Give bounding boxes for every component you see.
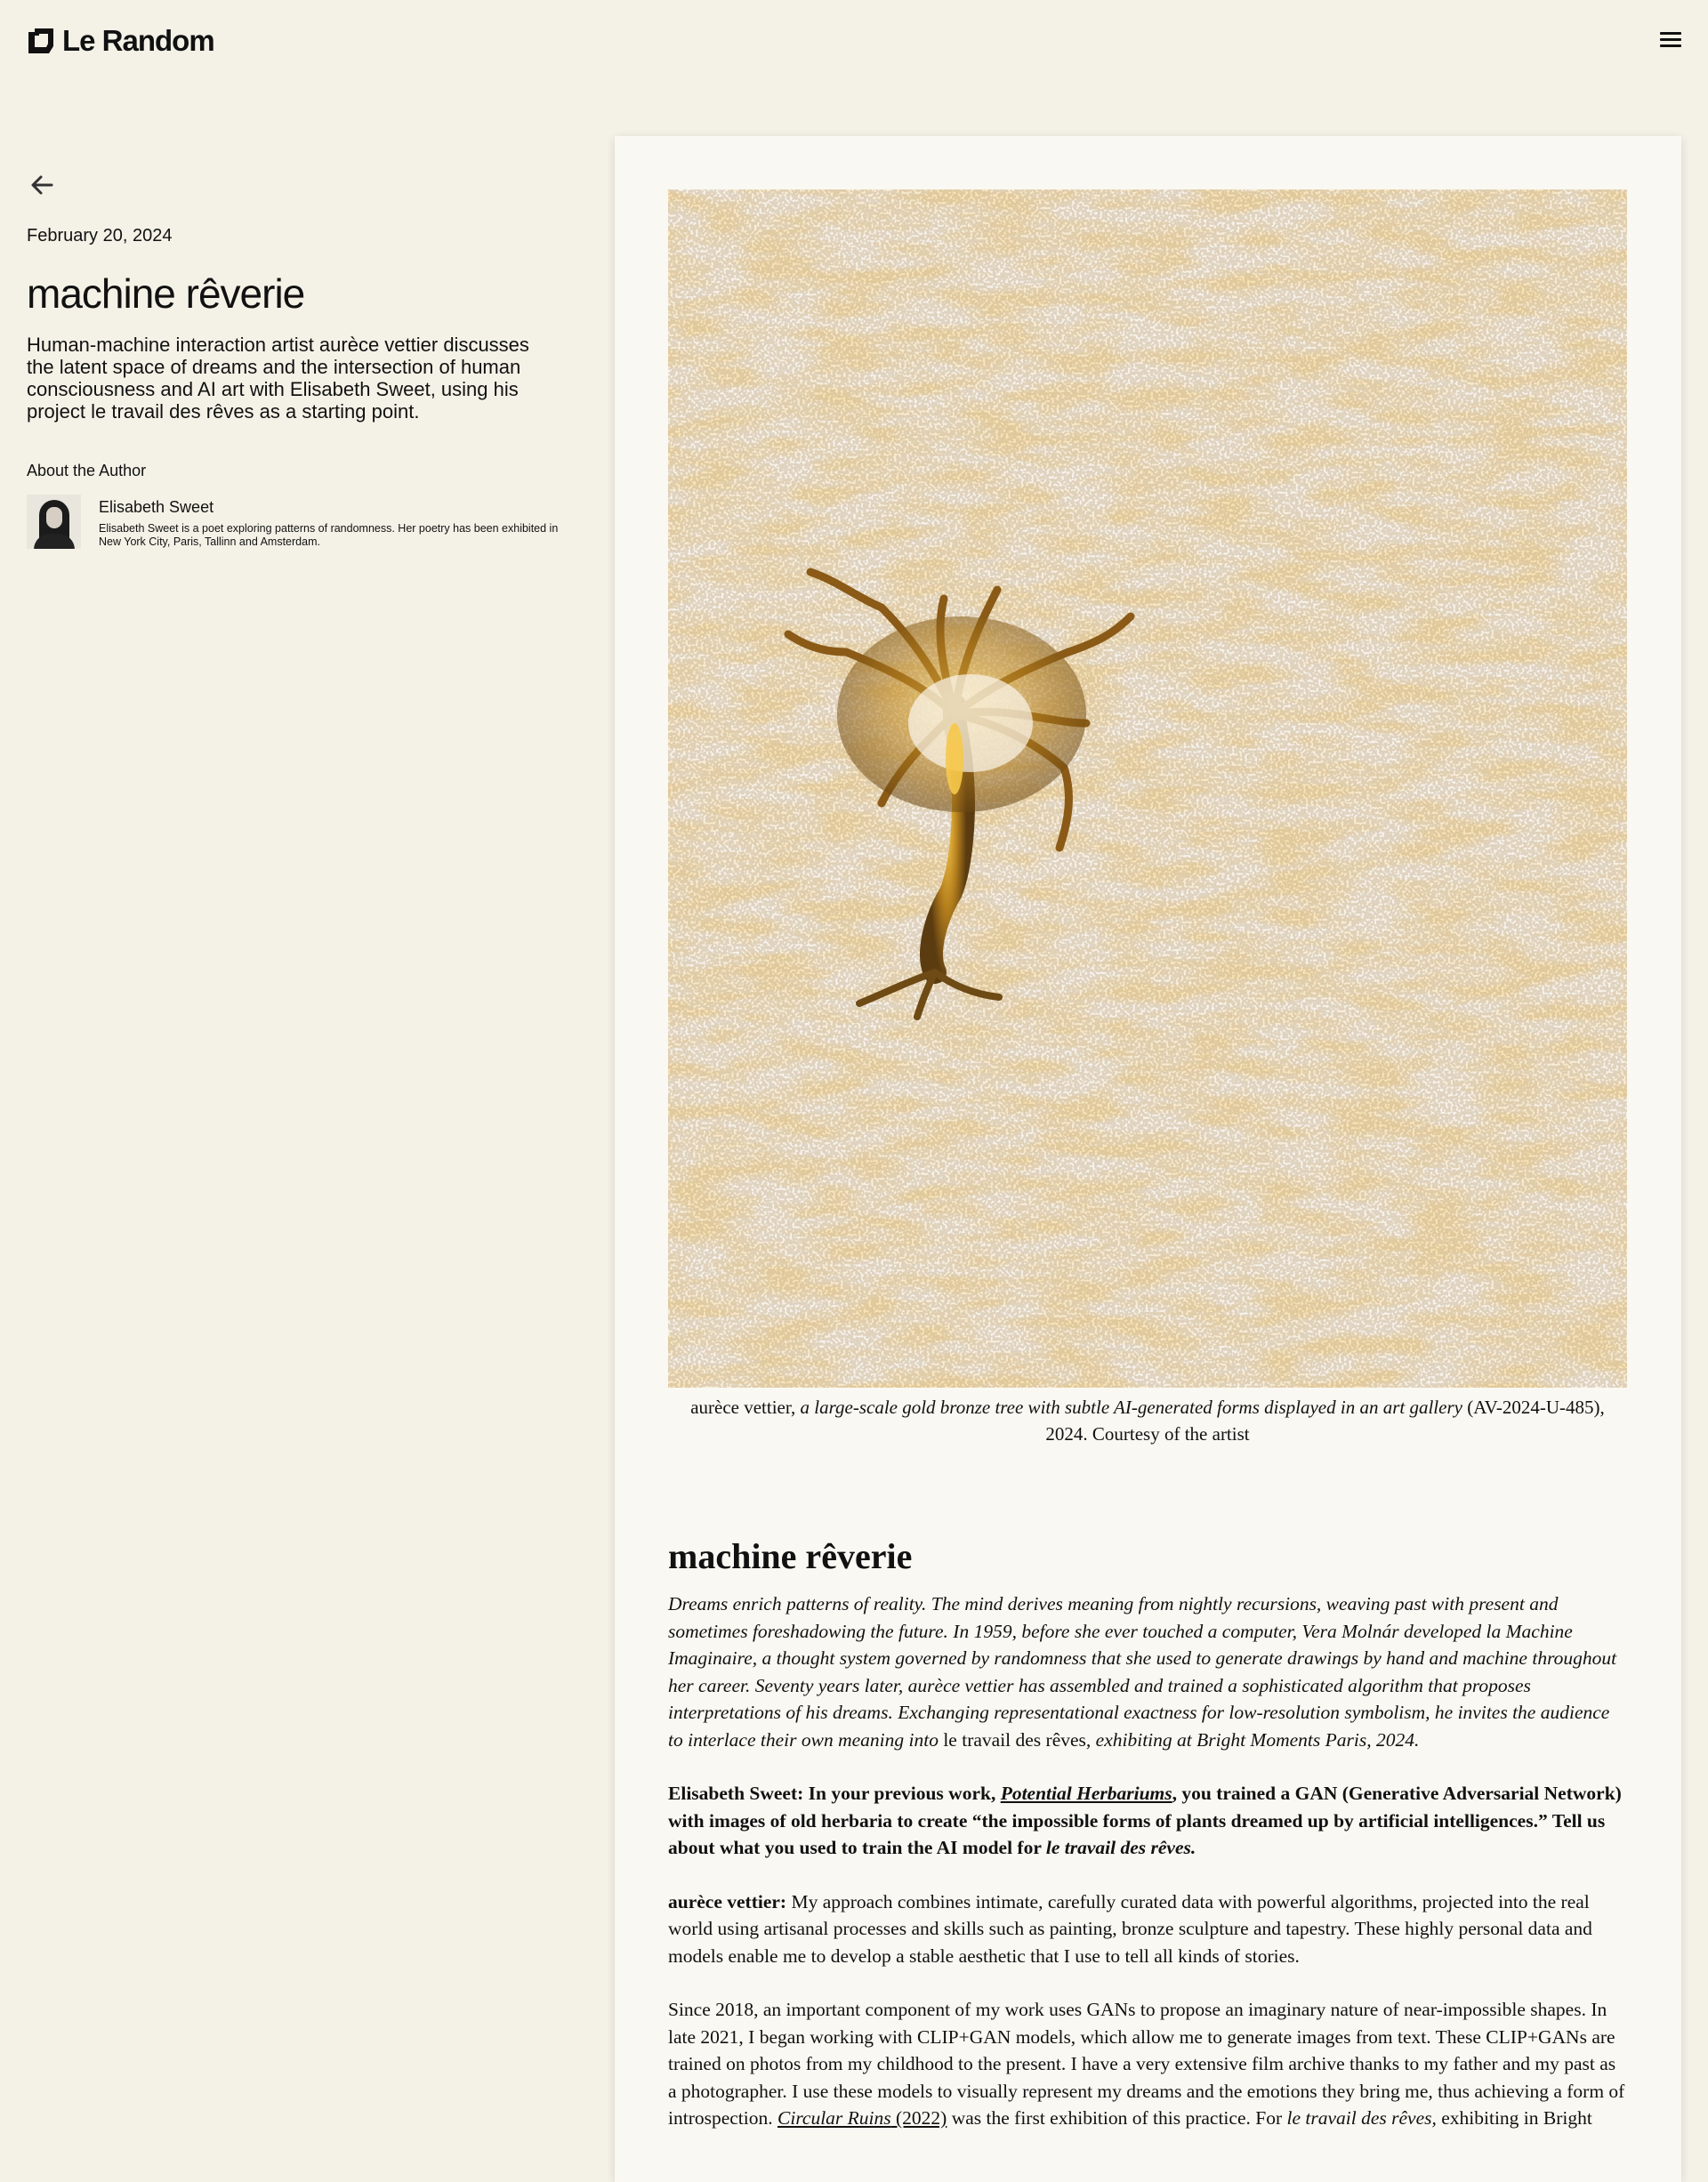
answer2-project-title: le travail des rêves, <box>1286 2107 1437 2129</box>
caption-artist: aurèce vettier, <box>690 1397 801 1418</box>
artwork-illustration <box>668 189 1627 1388</box>
site-logo-link[interactable] <box>27 24 214 57</box>
author-name: Elisabeth Sweet <box>99 498 214 516</box>
site-header <box>0 0 1708 85</box>
article-heading: machine rêverie <box>668 1536 913 1576</box>
interview-answer <box>668 1888 1627 1970</box>
menu-line <box>1660 38 1681 41</box>
menu-line <box>1660 32 1681 35</box>
author-card <box>27 495 560 549</box>
answer2-year: (2022) <box>890 2107 947 2129</box>
intro-text: Dreams enrich patterns of reality. The mind derives meaning from nightly recursions, weaving past with present and sometimes foreshadowing the future. In 1959, before she ever touched a computer, Vera Molnár developed la Machine Imaginaire, a thought system governed by randomness that she used to generate drawings by hand and machine throughout her career. Seventy years later, aurèce vettier has assembled and trained a sophisticated algorithm that proposes interpretations of his dreams. Exchanging representational exactness for low-resolution symbolism, he invites the audience to interlace their own meaning into <box>668 1593 1617 1751</box>
about-author-heading: About the Author <box>27 462 147 479</box>
interview-question <box>668 1780 1627 1862</box>
publish-date: February 20, 2024 <box>27 226 173 246</box>
intro-project-title: le travail des rêves <box>943 1728 1086 1751</box>
potential-herbariums-link[interactable]: Potential Herbariums <box>1000 1783 1172 1804</box>
caption-details: (AV-2024-U-485), 2024. Courtesy of the artist <box>1045 1397 1605 1445</box>
interview-answer-continued <box>668 1996 1627 2132</box>
answer2-after: was the first exhibition of this practice. For <box>947 2107 1287 2129</box>
answer2-text: Since 2018, an important component of my work uses GANs to propose an imaginary nature of near-impossible shapes. In late 2021, I began working with CLIP+GAN models, which allow me to generate images from text. These CLIP+GANs are trained on photos from my childhood to the present. I have a very extensive film archive thanks to my father and my past as a photographer. I use these models to visually represent my dreams and the emotions they bring me, thus achieving a form of introspection. <box>668 1999 1625 2129</box>
answer-speaker: aurèce vettier: <box>668 1890 787 1912</box>
article-card <box>615 136 1681 2182</box>
le-random-logo-icon <box>27 27 55 55</box>
hamburger-menu-icon[interactable] <box>1660 32 1681 50</box>
image-caption <box>668 1394 1627 1447</box>
intro-tail: , exhibiting at Bright Moments Paris, 2024. <box>1085 1728 1420 1751</box>
answer2-tail: exhibiting in Bright <box>1436 2107 1592 2129</box>
brand-name: Le Random <box>62 24 214 57</box>
arrow-left-icon[interactable] <box>27 169 59 201</box>
article-intro <box>668 1590 1627 1753</box>
article-body <box>668 1537 1627 2132</box>
question-project-title: le travail des rêves. <box>1045 1837 1196 1858</box>
article-sidebar <box>27 169 560 549</box>
question-middle: , you trained a GAN (Generative Adversarial Network) with images of old herbaria to create “the impossible forms of plants dreamed up by artificial intelligences.” Tell us about what you used to train the AI model for <box>668 1783 1622 1858</box>
artwork-image <box>668 189 1627 1388</box>
avatar <box>27 495 81 549</box>
circular-ruins-link[interactable]: Circular Ruins <box>777 2107 891 2129</box>
caption-work-title: a large-scale gold bronze tree with subtle AI-generated forms displayed in an art gallery <box>800 1397 1462 1418</box>
author-bio: Elisabeth Sweet is a poet exploring patterns of randomness. Her poetry has been exhibited in New York City, Paris, Tallinn and Amsterdam. <box>99 522 559 548</box>
page-title: machine rêverie <box>27 270 305 317</box>
answer-text: My approach combines intimate, carefully curated data with powerful algorithms, projected into the real world using artisanal processes and skills such as painting, bronze sculpture and tapestry. These highly personal data and models enable me to develop a stable aesthetic that I use to tell all kinds of stories. <box>668 1890 1592 1967</box>
article-summary: Human-machine interaction artist aurèce vettier discusses the latent space of dreams and the intersection of human consciousness and AI art with Elisabeth Sweet, using his project le travail des rêves as a starting point. <box>27 334 529 423</box>
menu-line <box>1660 44 1681 47</box>
question-lead: Elisabeth Sweet: In your previous work, <box>668 1783 1001 1804</box>
